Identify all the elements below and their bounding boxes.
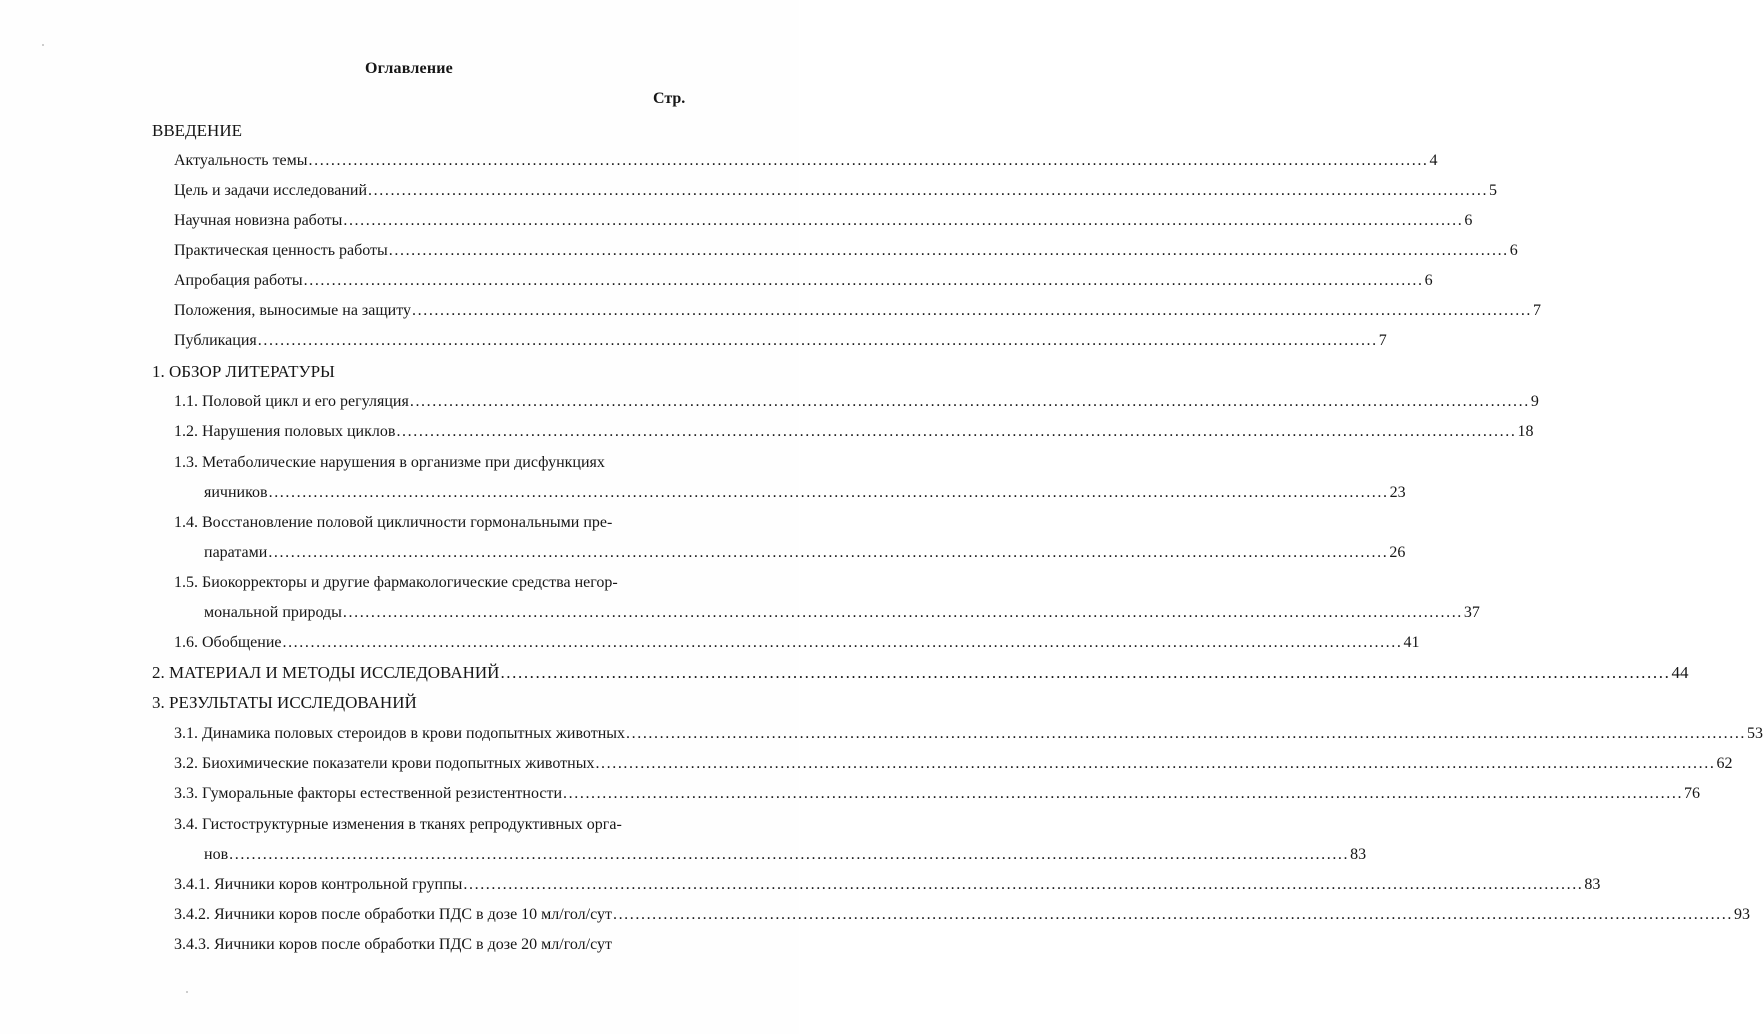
leader-dots: ........................................................................................................................................................................................................ [268,544,1389,561]
toc-page-number: 37 [1463,604,1480,621]
toc-entry: 3.2. Биохимические показатели крови подопытных животных ........................................................................................................................................................................................................ 62 [174,755,1733,772]
toc-page-number: 44 [1671,663,1689,682]
toc-entry-continuation: яичников ........................................................................................................................................................................................................ 23 [204,484,1406,501]
toc-page-number: 7 [1533,302,1542,319]
page-column-label: Стр. [653,90,686,107]
toc-entry: Апробация работы ........................................................................................................................................................................................................ 6 [174,272,1433,289]
toc-page-number: 26 [1389,544,1406,561]
toc-page-number: 4 [1429,152,1438,169]
leader-dots: ........................................................................................................................................................................................................ [282,634,1403,651]
leader-dots: ........................................................................................................................................................................................................ [308,152,1429,169]
toc-entry: Актуальность темы ........................................................................................................................................................................................................ 4 [174,152,1438,169]
toc-page-number: 41 [1403,634,1420,651]
toc-page-number: 6 [1509,242,1518,259]
toc-page-number: 62 [1716,755,1733,772]
toc-entry: 3.4.1. Яичники коров контрольной группы ........................................................................................................................................................................................................ 83 [174,876,1601,893]
leader-dots: ........................................................................................................................................................................................................ [342,604,1463,621]
leader-dots: ........................................................................................................................................................................................................ [229,846,1350,863]
toc-page-number: 5 [1489,182,1498,199]
toc-entry: Научная новизна работы ........................................................................................................................................................................................................ 6 [174,212,1473,229]
toc-page-number: 9 [1530,393,1539,410]
toc-page-number: 93 [1733,906,1750,923]
toc-entry-continuation: нов ........................................................................................................................................................................................................ 83 [204,846,1367,863]
toc-entry: 3.1. Динамика половых стероидов в крови подопытных животных ........................................................................................................................................................................................................ 53 [174,725,1763,742]
leader-dots: ........................................................................................................................................................................................................ [563,785,1684,802]
leader-dots: ........................................................................................................................................................................................................ [463,876,1584,893]
toc-entry-line1: 3.4. Гистоструктурные изменения в тканях репродуктивных орга- [174,816,622,833]
leader-dots: ........................................................................................................................................................................................................ [343,212,1464,229]
leader-dots: ........................................................................................................................................................................................................ [626,725,1747,742]
toc-page-number: 53 [1747,725,1763,742]
toc-entry: 1.6. Обобщение ........................................................................................................................................................................................................ 41 [174,634,1420,651]
leader-dots: ........................................................................................................................................................................................................ [412,302,1533,319]
leader-dots: ........................................................................................................................................................................................................ [595,755,1716,772]
toc-entry: Практическая ценность работы ........................................................................................................................................................................................................ 6 [174,242,1518,259]
toc-entry-continuation: мональной природы ........................................................................................................................................................................................................ 37 [204,604,1480,621]
toc-entry: 3.4.2. Яичники коров после обработки ПДС в дозе 10 мл/гол/сут ........................................................................................................................................................................................................ 93 [174,906,1750,923]
toc-entry: Положения, выносимые на защиту ........................................................................................................................................................................................................ 7 [174,302,1542,319]
leader-dots: ........................................................................................................................................................................................................ [303,272,1424,289]
toc-entry-continuation: паратами ........................................................................................................................................................................................................ 26 [204,544,1406,561]
leader-dots: ........................................................................................................................................................................................................ [409,393,1530,410]
scan-speck [42,44,44,46]
toc-page-number: 23 [1389,484,1406,501]
toc-page-number: 76 [1684,785,1701,802]
toc-entry-line1: 1.4. Восстановление половой цикличности гормональными пре- [174,514,613,531]
section-heading-intro: ВВЕДЕНИЕ [152,121,242,140]
toc-page-number: 7 [1378,332,1387,349]
toc-entry-line1: 1.3. Метаболические нарушения в организме при дисфункциях [174,454,605,471]
leader-dots: ........................................................................................................................................................................................................ [612,906,1733,923]
toc-page-number: 83 [1350,846,1367,863]
leader-dots: ........................................................................................................................................................................................................ [257,332,1378,349]
leader-dots: ........................................................................................................................................................................................................ [396,423,1517,440]
toc-page-number: 6 [1464,212,1473,229]
leader-dots: ........................................................................................................................................................................................................ [368,182,1489,199]
leader-dots: ........................................................................................................................................................................................................ [388,242,1509,259]
scan-speck [186,991,188,993]
toc-chapter-entry: 2. МАТЕРИАЛ И МЕТОДЫ ИССЛЕДОВАНИЙ ........................................................................................................................................................................................................ 44 [152,663,1689,682]
toc-page-number: 18 [1517,423,1534,440]
leader-dots: ........................................................................................................................................................................................................ [500,663,1671,682]
toc-entry: 1.1. Половой цикл и его регуляция ........................................................................................................................................................................................................ 9 [174,393,1539,410]
leader-dots: ........................................................................................................................................................................................................ [268,484,1389,501]
toc-entry: 3.4.3. Яичники коров после обработки ПДС в дозе 20 мл/гол/сут [174,936,612,953]
toc-entry: 1.2. Нарушения половых циклов ........................................................................................................................................................................................................ 18 [174,423,1534,440]
toc-page-number: 6 [1424,272,1433,289]
toc-page-number: 83 [1584,876,1601,893]
toc-entry-line1: 1.5. Биокорректоры и другие фармакологические средства негор- [174,574,618,591]
toc-entry: Публикация ........................................................................................................................................................................................................ 7 [174,332,1387,349]
toc-entry: Цель и задачи исследований ........................................................................................................................................................................................................ 5 [174,182,1498,199]
section-heading-chapter3: 3. РЕЗУЛЬТАТЫ ИССЛЕДОВАНИЙ [152,693,417,712]
page-title: Оглавление [365,60,453,77]
section-heading-chapter1: 1. ОБЗОР ЛИТЕРАТУРЫ [152,362,335,381]
toc-entry: 3.3. Гуморальные факторы естественной резистентности ........................................................................................................................................................................................................ 76 [174,785,1701,802]
